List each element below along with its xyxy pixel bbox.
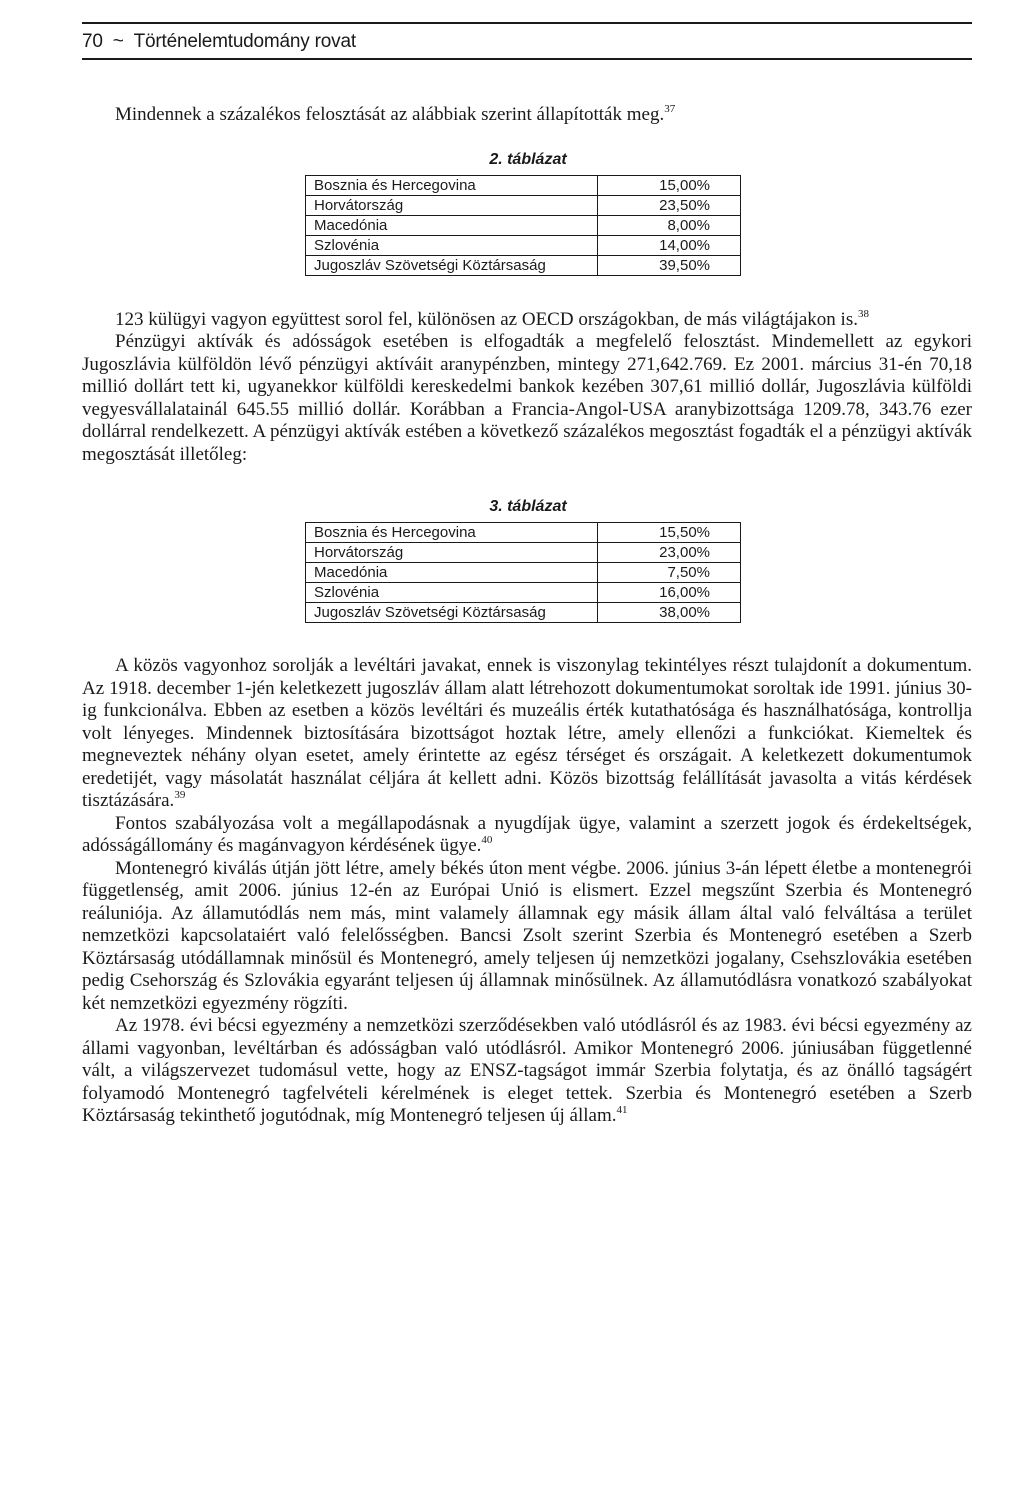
table-cell-country: Jugoszláv Szövetségi Köztársaság xyxy=(306,255,598,275)
page-number: 70 xyxy=(82,31,103,52)
table-row xyxy=(306,523,741,543)
table-row xyxy=(306,543,741,563)
table-row xyxy=(306,255,741,275)
table-cell-value: 15,00% xyxy=(598,175,741,195)
paragraph-text: Az 1978. évi bécsi egyezmény a nemzetközi szerződésekben való utódlásról és az 1983. évi bécsi egyezmény az állami vagyonban, levéltárban és adósságban való utódlásról. Amikor Montenegró 2006. júniusában függetlenné vált, a világszervezet tudomásul vette, hogy az ENSZ-tagságot immár Szerbia folytatja, és az önálló tagságért folyamodó Montenegró tagfelvételi kérelmének is eleget tettek. Szerbia és Montenegró esetében a Szerb Köztársaság tekinthető jogutódnak, míg Montenegró teljesen új állam. xyxy=(82,1015,972,1126)
footnote-ref: 38 xyxy=(857,307,869,320)
table-row xyxy=(306,175,741,195)
body-paragraph xyxy=(82,813,972,858)
table-cell-country: Szlovénia xyxy=(306,583,598,603)
table-3-title: 3. táblázat xyxy=(489,498,567,515)
body-paragraph xyxy=(82,1015,972,1128)
table-row xyxy=(306,563,741,583)
table-cell-country: Horvátország xyxy=(306,543,598,563)
table-cell-value: 7,50% xyxy=(598,563,741,583)
footnote-ref: 37 xyxy=(664,103,676,115)
running-header xyxy=(82,22,972,60)
table-cell-country: Bosznia és Hercegovina xyxy=(306,175,598,195)
body-paragraph: Montenegró kiválás útján jött létre, amely békés úton ment végbe. 2006. június 3-án lépett életbe a montenegrói függetlenség, amit 2006. június 12-én az Európai Unió is elismert. Ezzel megszűnt Szerbia és Montenegró reáluniója. Az államutódlás nem más, mint valamely államnak egy másik állam által való felváltása a terület nemzetközi kapcsolataiért való felelősségben. Bancsi Zsolt szerint Szerbia és Montenegró esetében a Szerb Köztársaság utódállamnak minősül és Montenegró, amely teljesen új nemzetközi jogalany, Csehszlovákia esetében pedig Csehország és Szlovákia egyaránt teljesen új államnak minősülnek. Az államutódlásra vonatkozó szabályokat két nemzetközi egyezmény rögzíti. xyxy=(82,857,972,1014)
intro-paragraph xyxy=(82,104,972,127)
table-cell-country: Macedónia xyxy=(306,563,598,583)
table-3 xyxy=(305,522,741,623)
intro-text: Mindennek a százalékos felosztását az alábbiak szerint állapították meg. xyxy=(115,104,665,125)
footnote-ref: 40 xyxy=(481,834,493,846)
table-cell-value: 16,00% xyxy=(598,583,741,603)
table-cell-country: Macedónia xyxy=(306,215,598,235)
table-cell-value: 15,50% xyxy=(598,523,741,543)
paragraph-text: Fontos szabályozása volt a megállapodásnak a nyugdíjak ügye, valamint a szerzett jogok és érdekeltségek, adósságállomány és magánvagyon kérdésének ügye. xyxy=(82,812,972,856)
table-cell-value: 23,50% xyxy=(598,195,741,215)
header-separator: ~ xyxy=(112,31,124,52)
table-cell-value: 23,00% xyxy=(598,543,741,563)
section-title: Történelemtudomány rovat xyxy=(133,31,356,52)
table-row xyxy=(306,195,741,215)
table-row xyxy=(306,235,741,255)
table-cell-country: Horvátország xyxy=(306,195,598,215)
table-cell-country: Bosznia és Hercegovina xyxy=(306,523,598,543)
table-cell-value: 14,00% xyxy=(598,235,741,255)
page xyxy=(82,22,972,1128)
table-cell-value: 38,00% xyxy=(598,603,741,623)
table-cell-country: Jugoszláv Szövetségi Köztársaság xyxy=(306,603,598,623)
table-row xyxy=(306,583,741,603)
paragraph-text: A közös vagyonhoz sorolják a levéltári javakat, ennek is viszonylag tekintélyes részt tulajdonít a dokumentum. Az 1918. december 1-jén keletkezett jugoszláv állam alatt létrehozott dokumentumokat soroltak ide 1991. június 30-ig funkcionálva. Ebben az esetben a közös levéltári és muzeális érték kutathatósága és használhatósága, kontrollja volt lényeges. Mindennek biztosítására bizottságot hoztak létre, amely ellenőzi a funkciókat. Kiemeltek és megneveztek néhány olyan esetet, amely érintette az egész térséget és országait. A keletkezett dokumentumok eredetijét, vagy másolatát használat céljára át kellett adni. Közös bizottság felállítását javasolta a vitás kérdések tisztázására. xyxy=(82,655,972,811)
footnote-ref: 41 xyxy=(616,1104,628,1116)
table-row xyxy=(306,603,741,623)
body-paragraph xyxy=(82,655,972,813)
table-2-title: 2. táblázat xyxy=(489,150,567,168)
body-paragraph xyxy=(82,309,972,332)
body-paragraph: Pénzügyi aktívák és adósságok esetében is elfogadták a megfelelő felosztást. Mindemellett az egykori Jugoszlávia külföldön lévő pénzügyi aktíváit aranypénzben, mintegy 271,642.769. Ez 2001. március 31-én 70,18 millió dollárt tett ki, ugyanekkor külföldi kereskedelmi bankok kezében 307,61 millió dollár, Jugoszlávia külföldi vegyesvállalatainál 645.55 millió dollár. Korábban a Francia-Angol-USA aranybizottsága 1209.78, 343.76 ezer dollárral rendelkezett. A pénzügyi aktívák estében a következő százalékos megosztást fogadták el a pénzügyi aktívák megosztását illetőleg: xyxy=(82,331,972,465)
table-cell-country: Szlovénia xyxy=(306,235,598,255)
table-cell-value: 39,50% xyxy=(598,255,741,275)
table-row xyxy=(306,215,741,235)
footnote-ref: 39 xyxy=(174,789,186,801)
table-2 xyxy=(305,175,741,276)
paragraph-text: 123 külügyi vagyon együttest sorol fel, különösen az OECD országokban, de más világtájakon is. xyxy=(115,308,858,330)
table-cell-value: 8,00% xyxy=(598,215,741,235)
